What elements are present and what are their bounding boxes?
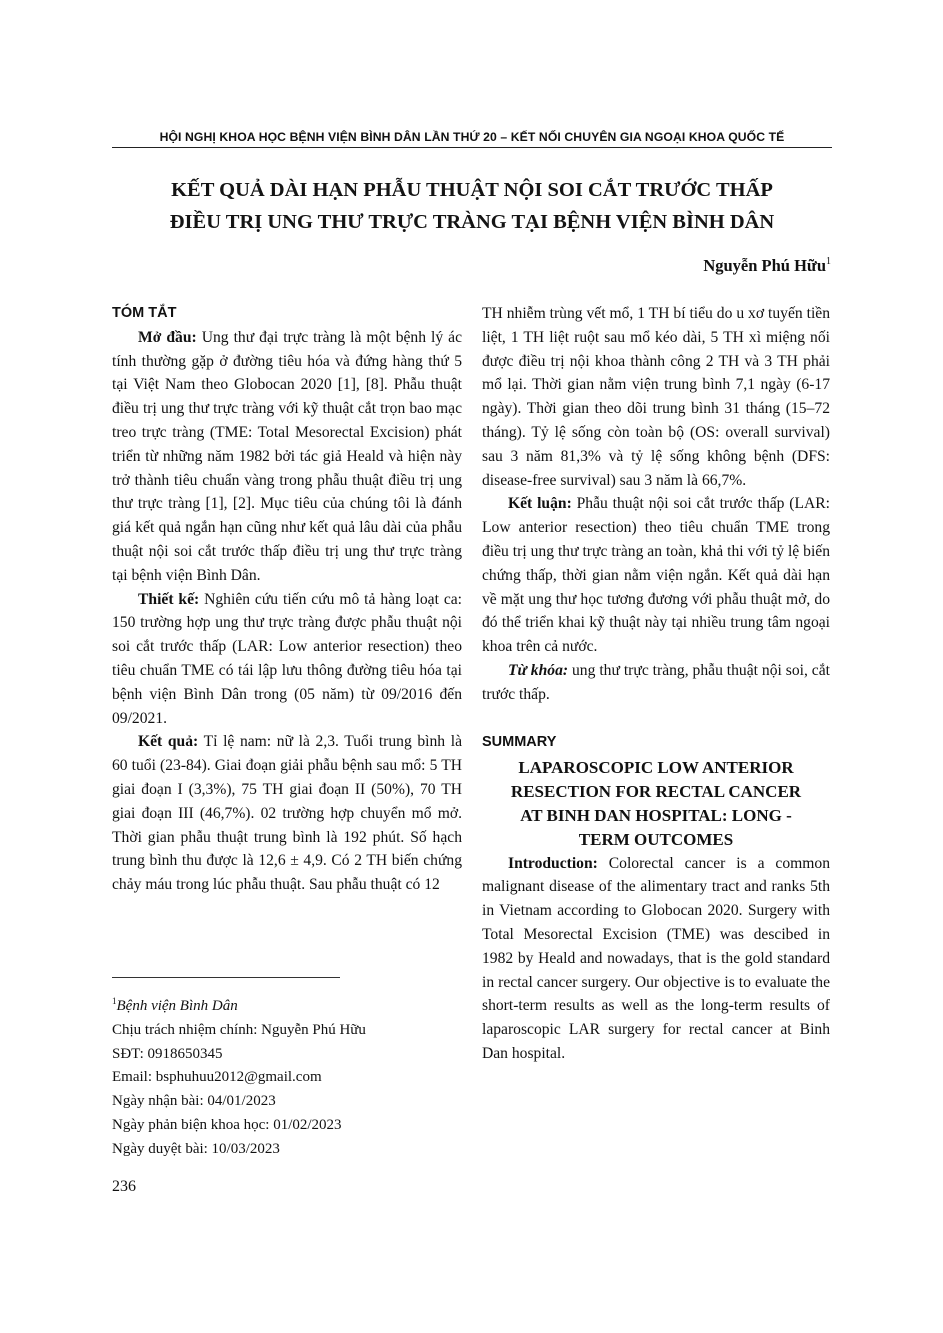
summary-intro-text: Colorectal cancer is a common malignant disease of the alimentary tract and ranks 5th in Vietnam according to Globocan 2020. Surgery with Total Mesorectal Excision (TME) was descibed in 1982 by Heald and nowadays, that is the gold standard in rectal cancer surgery. Our objective is to evaluate the short-term results as well as the long-term results of laparoscopic LAR surgery for rectal cancer at Binh Dan hospital. [482,854,830,1062]
english-title-line-4: TERM OUTCOMES [578,829,734,849]
footnote-rule [112,977,340,978]
results-continued: TH nhiễm trùng vết mổ, 1 TH bí tiểu do u xơ tuyến tiền liệt, 1 TH liệt ruột sau mổ kéo dài, 5 TH xì miệng nối được điều trị nội khoa thành công 2 TH và 3 TH phải mổ lại. Thời gian nằm viện trung bình 7,1 ngày (6-17 ngày). Thời gian theo dõi trung bình 31 tháng (15–72 tháng). Tỷ lệ sống còn toàn bộ (OS: overall survival) sau 3 năm 81,3% và tỷ lệ sống không bệnh (DFS: disease-free survival) sau 3 năm là 66,7%. [482,305,830,489]
summary-heading: SUMMARY [482,733,557,750]
author-affil-mark: 1 [826,256,831,267]
title-line-1: KẾT QUẢ DÀI HẠN PHẪU THUẬT NỘI SOI CẮT TRƯỚC THẤP [171,179,773,201]
keywords-label: Từ khóa: [508,661,569,679]
footnote-phone: SĐT: 0918650345 [112,1045,223,1062]
results-text: Tỉ lệ nam: nữ là 2,3. Tuổi trung bình là 60 tuổi (23-84). Giai đoạn giải phẫu bệnh sau mổ: 5 TH giai đoạn I (3,3%), 75 TH giai đoạn II (50%), 70 TH giai đoạn III (46,7%). 02 trường hợp chuyển mổ mở. Thời gian phẫu thuật trung bình là 192 phút. Số hạch trung bình thu được là 12,6 ± 4,9. Có 2 TH biến chứng chảy máu trong lúc phẫu thuật. Sau phẫu thuật có 12 [112,733,462,894]
conclusion-text: Phẫu thuật nội soi cắt trước thấp (LAR: Low anterior resection) theo tiêu chuẩn TME trong điều trị ung thư trực tràng an toàn, khả thi với tỷ lệ biến chứng thấp, thời gian nằm viện ngắn. Kết quả dài hạn về mặt ung thư học tương đương với phẫu thuật mở, do đó thể triển khai kỹ thuật này tại nhiều trung tâm ngoại khoa trên cả nước. [482,495,830,656]
footnote-email: Email: bsphuhuu2012@gmail.com [112,1069,322,1086]
running-header: HỘI NGHỊ KHOA HỌC BỆNH VIỆN BÌNH DÂN LẦN THỨ 20 – KẾT NỐI CHUYÊN GIA NGOẠI KHOA QUỐC TẾ [159,130,785,144]
footnote-mark: 1 [112,996,117,1006]
results-paragraph [112,730,462,897]
english-title-line-3: AT BINH DAN HOSPITAL: LONG - [520,805,792,825]
conclusion-paragraph [482,492,830,659]
footnote-received: Ngày nhận bài: 04/01/2023 [112,1093,276,1110]
footnote [112,990,472,1162]
article-title [112,174,832,238]
right-column [482,302,830,1066]
english-title-line-1: LAPAROSCOPIC LOW ANTERIOR [518,758,794,778]
abstract-heading: TÓM TẮT [112,305,177,321]
summary-intro-label: Introduction: [508,854,598,872]
conclusion-label: Kết luận: [508,495,572,513]
design-text: Nghiên cứu tiến cứu mô tả hàng loạt ca: 150 trường hợp ung thư trực tràng được phẫu thuật nội soi cắt trước thấp (LAR: Low anterior resection) theo tiêu chuẩn TME có tái lập lưu thông đường tiêu hóa tại bệnh viện Bình Dân trong (05 năm) từ 09/2016 đến 09/2021. [112,590,462,727]
author-name: Nguyễn Phú Hữu [703,256,826,275]
author [703,256,831,276]
footnote-reviewed: Ngày phản biện khoa học: 01/02/2023 [112,1116,342,1133]
keywords-paragraph [482,659,830,707]
page-number: 236 [112,1178,136,1195]
footnote-affiliation [112,990,472,1019]
summary-intro-paragraph [482,852,830,1066]
results-label: Kết quả: [138,733,199,751]
intro-paragraph [112,326,462,588]
section-gap [482,707,830,731]
design-label: Thiết kế: [138,590,200,608]
footnote-responsible: Chịu trách nhiệm chính: Nguyễn Phú Hữu [112,1021,366,1038]
intro-label: Mở đầu: [138,328,197,346]
keywords-text: ung thư trực tràng, phẫu thuật nội soi, cắt trước thấp. [482,661,830,703]
header-rule [112,147,832,148]
intro-text: Ung thư đại trực tràng là một bệnh lý ác tính thường gặp ở đường tiêu hóa và đứng hàng thứ 5 tại Việt Nam theo Globocan 2020 [1], [8]. Phẫu thuật điều trị ung thư trực tràng với kỹ thuật cắt trọn bao mạc treo trực tràng (TME: Total Mesorectal Excision) phát triển từ những năm 1982 bởi tác giả Heald và hiện này trở thành tiêu chuẩn vàng trong phẫu thuật điều trị ung thư trực tràng [1], [2]. Mục tiêu của chúng tôi là đánh giá kết quả ngắn hạn cũng như kết quả lâu dài của phẫu thuật nội soi cắt trước thấp điều trị ung thư trực tràng tại bệnh viện Bình Dân. [112,328,462,584]
english-title [482,756,830,851]
title-line-2: ĐIỀU TRỊ UNG THƯ TRỰC TRÀNG TẠI BỆNH VIỆN BÌNH DÂN [169,211,775,233]
footnote-affiliation-text: Bệnh viện Bình Dân [116,998,238,1014]
left-column [112,302,462,897]
footnote-accepted: Ngày duyệt bài: 10/03/2023 [112,1140,280,1157]
design-paragraph [112,588,462,731]
english-title-line-2: RESECTION FOR RECTAL CANCER [510,782,802,802]
